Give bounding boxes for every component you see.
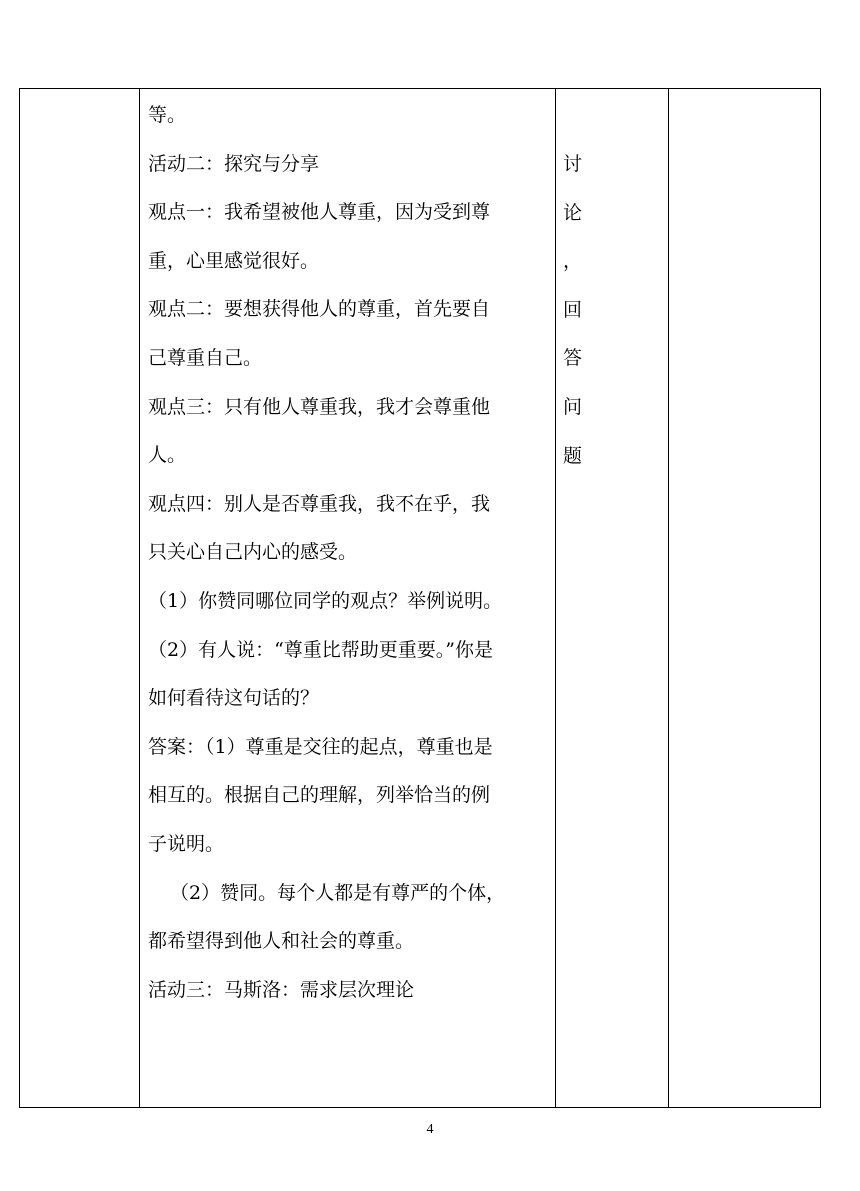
answer-line: 子说明。 — [148, 832, 225, 855]
vertical-char: 答 — [563, 347, 583, 370]
content-line: 己尊重自己。 — [148, 346, 263, 369]
answer-line: （2）赞同。每个人都是有尊严的个体， — [170, 881, 506, 904]
content-line: 人。 — [148, 444, 187, 467]
content-line: 如何看待这句话的？ — [148, 687, 320, 710]
activity-heading: 活动三：马斯洛：需求层次理论 — [148, 978, 415, 1001]
teaching-content-cell — [148, 96, 550, 1019]
content-line: 等。 — [148, 104, 187, 126]
answer-line: 答案：（1）尊重是交往的起点，尊重也是 — [148, 735, 493, 758]
table-divider-3 — [668, 88, 669, 1108]
student-activity-cell — [563, 145, 603, 485]
vertical-char: 问 — [563, 395, 583, 418]
question-line: （1）你赞同哪位同学的观点？举例说明。 — [148, 589, 503, 612]
content-line: 重，心里感觉很好。 — [148, 249, 320, 272]
content-line: 只关心自己内心的感受。 — [148, 541, 358, 564]
vertical-char: 论 — [563, 201, 583, 224]
content-line: 观点一：我希望被他人尊重，因为受到尊 — [148, 201, 491, 224]
vertical-char: 题 — [563, 444, 583, 467]
answer-line: 都希望得到他人和社会的尊重。 — [148, 930, 415, 953]
content-line: 观点三：只有他人尊重我，我才会尊重他 — [148, 395, 491, 418]
question-line: （2）有人说：“尊重比帮助更重要。”你是 — [148, 638, 494, 661]
vertical-char: 回 — [563, 298, 583, 321]
content-line: 观点二：要想获得他人的尊重，首先要自 — [148, 298, 491, 321]
vertical-char: ， — [563, 250, 583, 273]
page-number: 4 — [426, 1122, 434, 1137]
content-line: 观点四：别人是否尊重我，我不在乎，我 — [148, 492, 491, 515]
table-divider-1 — [139, 88, 140, 1108]
vertical-char: 讨 — [563, 153, 583, 175]
activity-heading: 活动二：探究与分享 — [148, 152, 320, 175]
answer-line: 相互的。根据自己的理解，列举恰当的例 — [148, 784, 491, 807]
table-divider-2 — [555, 88, 556, 1108]
